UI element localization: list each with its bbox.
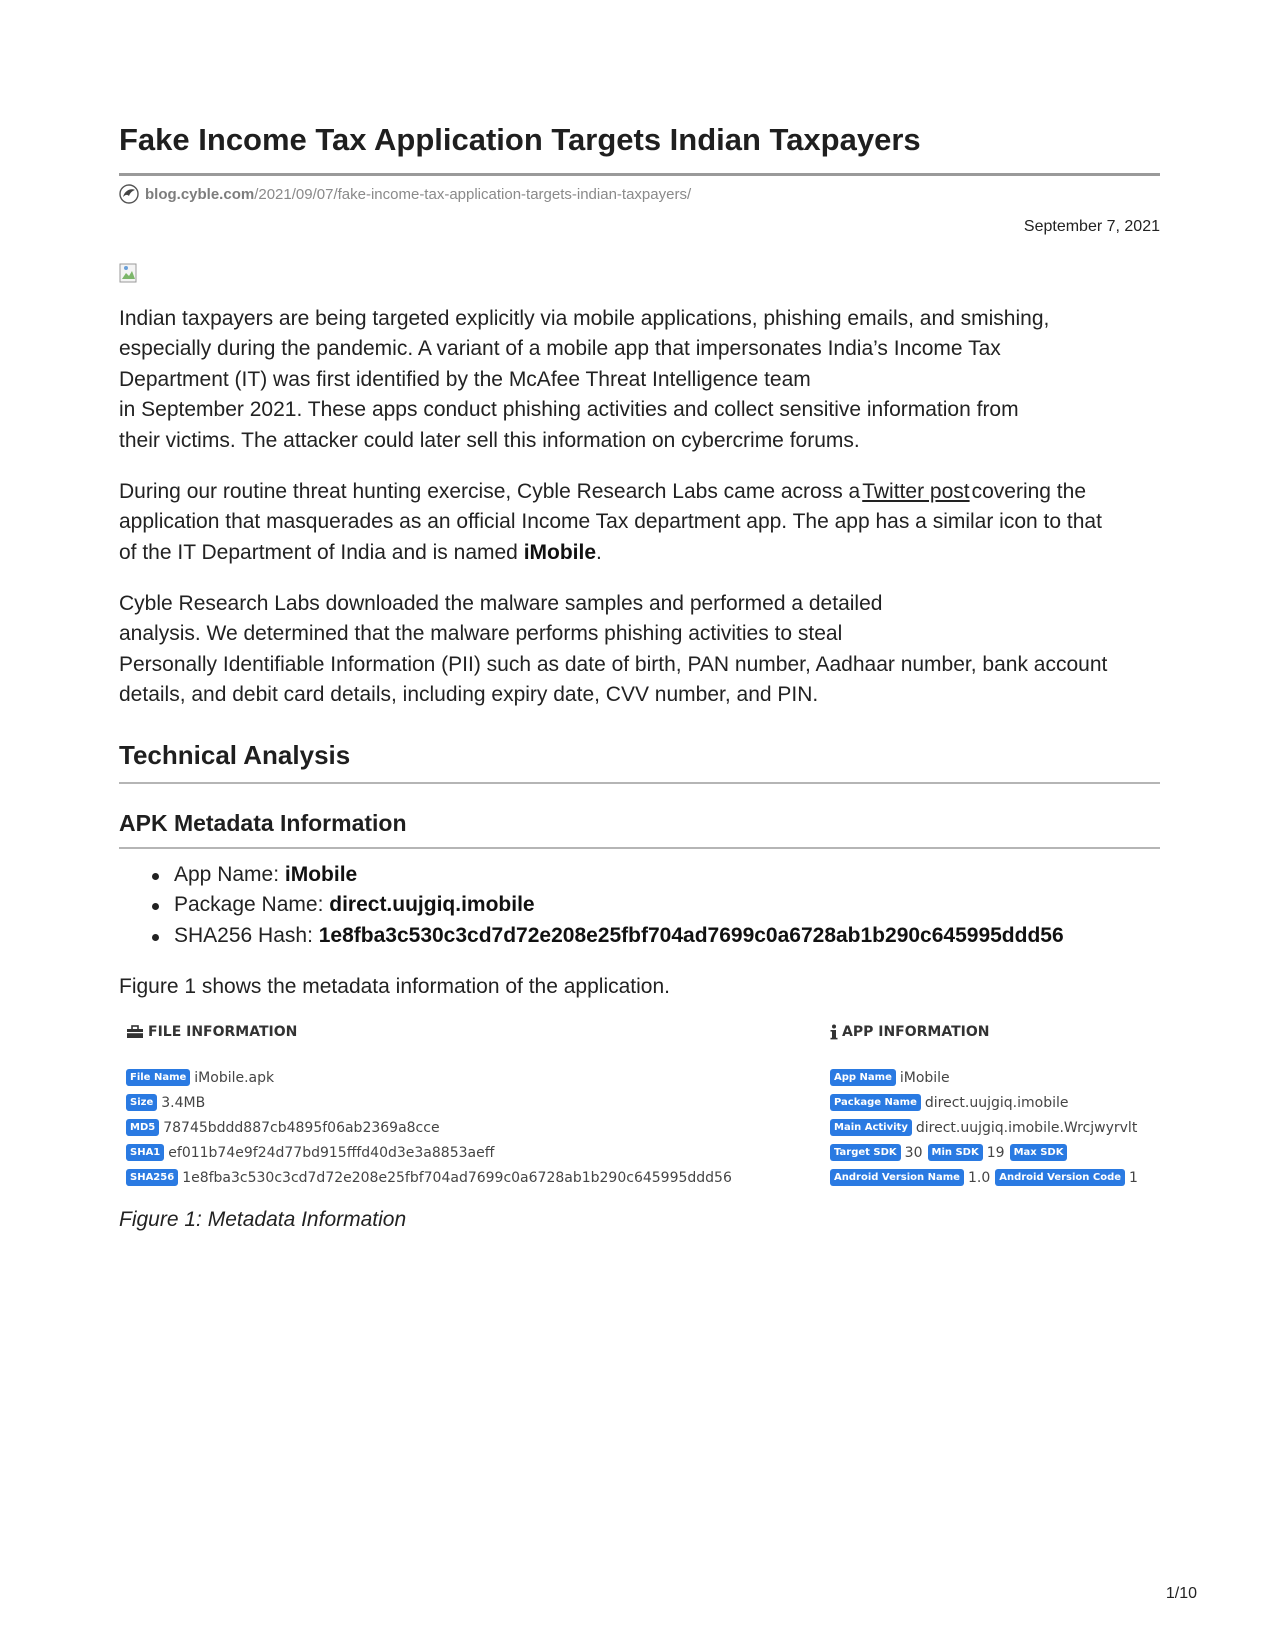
paragraph-line	[119, 477, 1164, 507]
info-row-main-activity	[830, 1115, 1143, 1140]
paragraph-line: Cyble Research Labs downloaded the malware samples and performed a detailed	[119, 592, 883, 615]
section-heading-technical-analysis: Technical Analysis	[119, 740, 351, 770]
publish-date: September 7, 2021	[1023, 218, 1160, 235]
paragraph-line	[119, 538, 1164, 568]
file-information-panel	[126, 1022, 737, 1190]
info-row-sha1	[126, 1140, 737, 1165]
info-value: 3.4MB	[161, 1094, 206, 1111]
info-row-app-name	[830, 1065, 1143, 1090]
info-badge: Target SDK	[830, 1144, 901, 1161]
info-value: iMobile	[899, 1069, 950, 1086]
briefcase-icon	[126, 1025, 144, 1039]
info-badge: MD5	[126, 1119, 159, 1136]
list-item	[119, 860, 1064, 890]
figure-caption: Figure 1: Metadata Information	[119, 1208, 407, 1231]
info-row-package-name	[830, 1090, 1143, 1115]
info-value: direct.uujgiq.imobile.Wrcjwyrvlt	[915, 1119, 1138, 1136]
subsection-heading-apk-metadata: APK Metadata Information	[119, 810, 407, 836]
info-value: 1.0	[967, 1169, 991, 1186]
source-url[interactable]	[119, 183, 691, 205]
app-information-panel	[830, 1022, 1143, 1190]
list-item	[119, 921, 1064, 951]
info-value: 19	[986, 1144, 1005, 1161]
app-name-bold: iMobile	[523, 540, 597, 564]
metadata-list	[119, 860, 1064, 951]
list-item-value: 1e8fba3c530c3cd7d72e208e25fbf704ad7699c0a6728ab1b290c645995ddd56	[318, 923, 1064, 947]
panel-title: APP INFORMATION	[842, 1024, 990, 1040]
paragraph-text: During our routine threat hunting exercise, Cyble Research Labs came across a	[119, 480, 861, 503]
intro-paragraph	[119, 304, 1164, 456]
site-favicon-icon	[119, 184, 139, 204]
paragraph-line: application that masquerades as an official Income Tax department app. The app has a similar icon to that	[119, 510, 1102, 534]
info-value: 1e8fba3c530c3cd7d72e208e25fbf704ad7699c0a6728ab1b290c645995ddd56	[182, 1169, 732, 1186]
paragraph-text: .	[596, 540, 602, 564]
paragraph-line: Personally Identifiable Information (PII) such as date of birth, PAN number, Aadhaar number, bank account	[119, 652, 1108, 676]
info-value: iMobile.apk	[194, 1069, 275, 1086]
paragraph-line: analysis. We determined that the malware performs phishing activities to steal	[119, 622, 843, 646]
paragraph-line: Figure 1 shows the metadata information of the application.	[119, 975, 670, 998]
info-value: 78745bddd887cb4895f06ab2369a8cce	[163, 1119, 440, 1136]
source-path[interactable]: /2021/09/07/fake-income-tax-application-targets-indian-taxpayers/	[254, 185, 692, 203]
page-title: Fake Income Tax Application Targets Indian Taxpayers	[119, 122, 921, 157]
paragraph-text: covering the	[971, 480, 1086, 503]
list-item-value: direct.uujgiq.imobile	[329, 893, 535, 917]
title-divider	[119, 173, 1160, 176]
panel-title: FILE INFORMATION	[148, 1024, 298, 1040]
file-information-header	[126, 1022, 737, 1042]
info-badge: SHA1	[126, 1144, 164, 1161]
app-information-header	[830, 1022, 1143, 1042]
info-value: 1	[1129, 1169, 1138, 1186]
info-badge: Main Activity	[830, 1119, 912, 1136]
paragraph-line: Department (IT) was first identified by the McAfee Threat Intelligence team	[119, 367, 811, 391]
paragraph-line: their victims. The attacker could later sell this information on cybercrime forums.	[119, 428, 860, 452]
info-value: ef011b74e9f24d77bd915fffd40d3e3a8853aeff	[168, 1144, 495, 1161]
list-item	[119, 890, 1064, 920]
list-item-label: App Name:	[174, 863, 285, 886]
paragraph-line: details, and debit card details, including expiry date, CVV number, and PIN.	[119, 683, 819, 707]
info-row-sdk	[830, 1140, 1143, 1165]
info-row-size	[126, 1090, 737, 1115]
info-icon	[830, 1024, 838, 1040]
metadata-figure	[119, 1022, 1160, 1202]
info-row-md5	[126, 1115, 737, 1140]
info-value: 30	[904, 1144, 923, 1161]
paragraph-line: Indian taxpayers are being targeted explicitly via mobile applications, phishing emails, and smishing,	[119, 307, 1050, 330]
list-item-value: iMobile	[284, 863, 358, 886]
info-value: direct.uujgiq.imobile	[924, 1094, 1069, 1111]
list-item-label: SHA256 Hash:	[174, 923, 319, 947]
info-row-sha256	[126, 1165, 737, 1190]
figure-intro-text	[119, 972, 1164, 1002]
page-number: 1/10	[1165, 1585, 1197, 1602]
discovery-paragraph	[119, 477, 1164, 568]
paragraph-line: in September 2021. These apps conduct phishing activities and collect sensitive information from	[119, 398, 1019, 422]
list-item-label: Package Name:	[174, 893, 330, 917]
info-badge: File Name	[126, 1069, 190, 1086]
info-badge: Min SDK	[928, 1144, 983, 1161]
info-badge: Package Name	[830, 1094, 921, 1111]
paragraph-text: of the IT Department of India and is named	[119, 540, 524, 564]
broken-image-icon	[119, 262, 141, 284]
info-badge: Max SDK	[1010, 1144, 1068, 1161]
info-row-android-version	[830, 1165, 1143, 1190]
analysis-paragraph	[119, 589, 1164, 711]
section-divider	[119, 782, 1160, 784]
info-badge: Android Version Name	[830, 1169, 964, 1186]
info-row-file-name	[126, 1065, 737, 1090]
info-badge: Android Version Code	[995, 1169, 1125, 1186]
subsection-divider	[119, 847, 1160, 849]
info-badge: Size	[126, 1094, 157, 1111]
info-badge: SHA256	[126, 1169, 178, 1186]
info-badge: App Name	[830, 1069, 896, 1086]
paragraph-line: especially during the pandemic. A variant of a mobile app that impersonates India’s Income Tax	[119, 337, 1001, 361]
twitter-post-link[interactable]: Twitter post	[862, 480, 970, 503]
source-domain[interactable]: blog.cyble.com	[145, 185, 255, 203]
